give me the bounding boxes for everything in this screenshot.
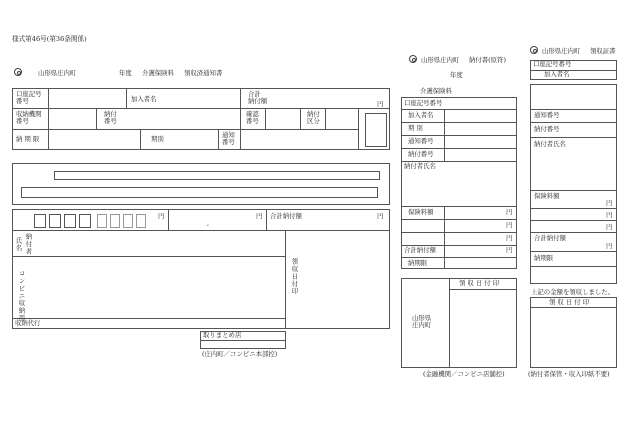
slip-label-payment-no: 納付番号 [408,150,434,158]
slip-yen-4: 円 [506,246,513,254]
digit-box [34,214,46,228]
town-seal-icon [530,46,538,54]
label-subscriber: 加入者名 [131,95,157,103]
receipt-label-total-payment: 合計納付額 [534,234,566,242]
label-notice-no: 通知 番号 [222,131,235,147]
barcode-area [12,163,390,205]
receipt-footer: (納付者保管・収入印紙不要) [528,370,610,378]
label-payment-no: 納付 番号 [104,110,117,126]
yen-1: 円 [158,212,165,220]
label-convenience-receipt: コンビニ収納用 [17,270,26,322]
slip-label-payer-name: 納付者氏名 [404,162,436,170]
notice-town: 山形県庄内町 [38,69,77,77]
receipt-yen-1: 円 [606,199,613,207]
receipt-label-notice-no: 通知番号 [534,111,560,119]
label-payment-category: 納付 区分 [307,110,320,126]
slip-label-premium: 保険料額 [408,208,434,216]
form-number: 様式第46号(第36条関係) [12,35,87,43]
slip-insurance: 介護保険料 [420,87,452,95]
receipt-label-payment-no: 納付番号 [534,125,560,133]
receipt-label-due-date: 納期限 [534,254,554,262]
label-period: 期別 [151,135,164,143]
slip-label-subscriber: 加入者名 [408,111,434,119]
town-seal-icon [409,55,417,63]
digit-box [136,214,146,228]
receipt-label-payer-name: 納付者氏名 [534,140,566,148]
label-account-no: 口座記号 番号 [16,90,42,106]
digit-box [64,214,76,228]
slip-footer: (金融機関／コンビニ店舗控) [423,370,505,378]
barcode-line-2 [21,187,378,198]
notice-title: 領収済通知書 [184,69,223,77]
slip-nendo: 年度 [450,71,463,79]
label-receipt-stamp: 領収日付印 [290,258,299,295]
receipt-label-subscriber: 加入者名 [544,70,570,78]
receipt-received-statement: 上記の金額を領収しました。 [531,288,615,296]
slip-label-account-no: 口座記号番号 [404,99,443,107]
digit-box [97,214,107,228]
label-confirm-no: 確認 番号 [246,110,259,126]
yen-2: 円 [256,212,263,220]
label-due-date: 納 期 限 [16,135,40,143]
label-payer: 納付者 [24,233,33,256]
receipt-yen-4: 円 [606,242,613,250]
digit-box [79,214,91,228]
label-name: 氏名 [14,237,23,252]
digit-box [110,214,120,228]
digit-box [123,214,133,228]
slip-town: 山形県庄内町 [421,56,460,64]
label-summary-store: 取りまとめ店 [203,331,242,339]
slip-label-period: 期 別 [408,124,423,132]
label-total-payment: 合計納付額 [270,212,302,220]
digit-box [49,214,61,228]
notice-nendo: 年度 [119,69,132,77]
receipt-title: 領収証書 [590,47,616,55]
stamp-small-box [365,113,387,147]
slip-label-due-date: 納期限 [408,259,428,267]
notice-insurance: 介護保険料 [142,69,174,77]
slip-title: 納付書(原符) [469,56,506,64]
label-total-amount: 合計 納付額 [248,90,268,106]
yen-3: 円 [377,212,384,220]
receipt-label-premium: 保険料額 [534,192,560,200]
receipt-yen-3: 円 [606,223,613,231]
slip-yen-3: 円 [506,234,513,242]
slip-label-notice-no: 通知番号 [408,137,434,145]
slip-yen-1: 円 [506,208,513,216]
town-seal-icon [14,68,22,76]
slip-yen-2: 円 [506,221,513,229]
amount-dot: , [207,219,210,227]
slip-issuer: 山形県 庄内町 [412,314,432,330]
notice-info-grid [12,88,390,150]
receipt-town: 山形県庄内町 [542,47,581,55]
slip-label-receipt-stamp: 領 収 日 付 印 [459,279,500,287]
yen-total: 円 [377,100,384,108]
receipt-label-account-no: 口座記号番号 [533,60,572,68]
notice-footer: (庄内町／コンビニ本部控) [202,350,278,358]
receipt-label-receipt-stamp: 領 収 日 付 印 [549,298,590,306]
label-agent: 収納代行 [15,319,41,327]
receipt-yen-2: 円 [606,211,613,219]
slip-label-total-payment: 合計納付額 [404,246,436,254]
label-receiving-agency: 収納機関 番号 [16,110,42,126]
barcode-line-1 [54,171,380,180]
